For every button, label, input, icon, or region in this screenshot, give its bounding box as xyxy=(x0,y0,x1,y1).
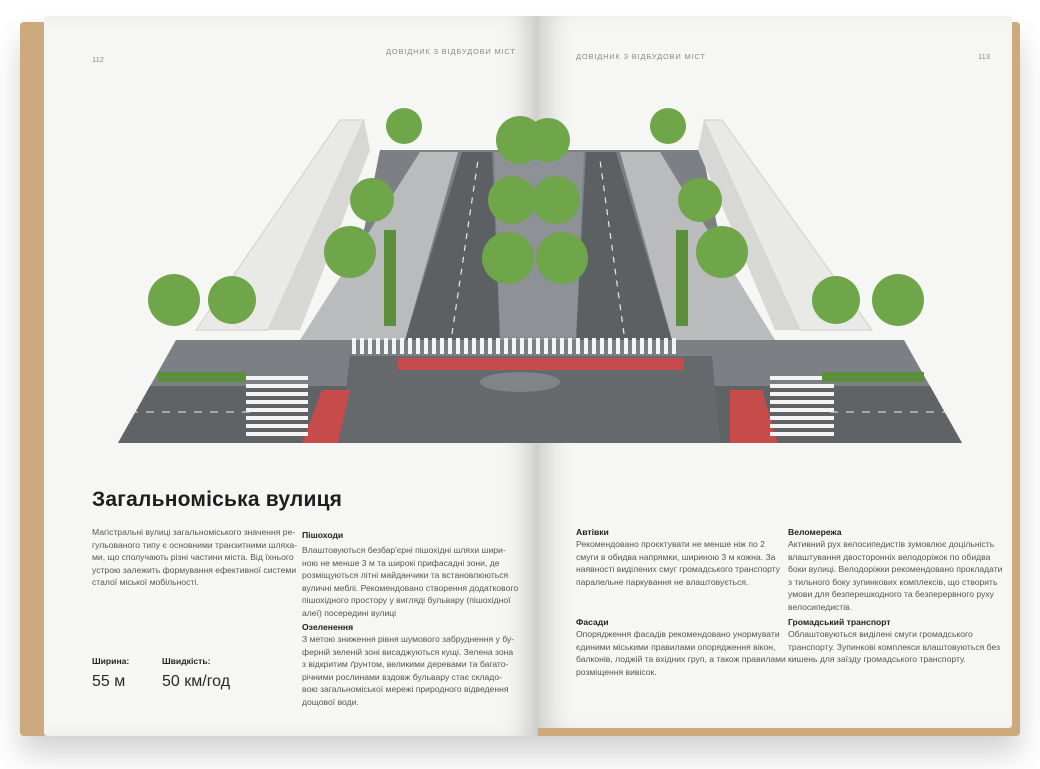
text-line: ферній зеленій зоні висаджуються кущі. Зелена зона xyxy=(302,646,514,657)
intro-line: гульованого типу є основними транзитними шляха- xyxy=(92,539,298,550)
text-line: наявності виділених смуг громадського транспорту xyxy=(576,564,781,575)
text-line: розміщення вивісок. xyxy=(576,666,657,677)
public-transport-heading: Громадський транспорт xyxy=(788,617,891,627)
text-line: кишень для заїзду громадського транспорту. xyxy=(788,654,966,665)
text-line: умови для безперешкодного та безперервного руху xyxy=(788,589,994,600)
left-page-number: 112 xyxy=(92,55,104,64)
cars-text xyxy=(576,538,780,588)
speed-label: Швидкість: xyxy=(162,656,211,666)
width-label: Ширина: xyxy=(92,656,130,666)
text-line: Активний рух велосипедистів зумовлює доцільність xyxy=(788,539,995,549)
cars-heading: Автівки xyxy=(576,527,609,537)
right-page-number: 113 xyxy=(978,52,990,61)
text-line: транспорту. Зупинкові комплекси влаштовуються без xyxy=(788,641,1001,652)
bike-network-text xyxy=(788,538,1002,614)
facades-heading: Фасади xyxy=(576,617,609,627)
width-value: 55 м xyxy=(92,673,126,690)
text-line: алеї) посередині вулиці xyxy=(302,607,397,618)
text-line: боки вулиці. Велодоріжки рекомендовано прокладати xyxy=(788,564,1003,575)
text-line: пішохідного простору у вигляді бульвару (пішохідної xyxy=(302,595,511,606)
text-line: Облаштовуються виділені смуги громадського xyxy=(788,629,973,639)
pedestrians-text xyxy=(302,544,518,620)
text-line: Влаштовуються безбар'єрні пішохідні шляхи шири- xyxy=(302,545,506,555)
text-line: вуличні меблі. Рекомендовано створення додаткового xyxy=(302,582,519,593)
facades-text xyxy=(576,628,786,678)
greening-text xyxy=(302,633,514,709)
text-line: балконів, лоджій та вхідних груп, а також правилами xyxy=(576,654,786,665)
section-title: Загальноміська вулиця xyxy=(92,488,343,511)
text-line: розміщуються літні майданчики та встановлюються xyxy=(302,570,509,581)
text-line: з відкритим ґрунтом, великими деревами та багато- xyxy=(302,659,509,670)
public-transport-text xyxy=(788,628,1000,666)
intro-line: Магістральні вулиці загальноміського значення ре- xyxy=(92,527,296,537)
text-line: паралельне паркування не влаштовується. xyxy=(576,576,749,587)
text-line: дощової води. xyxy=(302,696,359,707)
intro-line: ми, що сполучають різні частини міста. Від їхнього xyxy=(92,552,294,563)
text-line: вою загальноміської мережі природного відведення xyxy=(302,684,509,695)
text-line: З метою зниження рівня шумового забруднення у бу- xyxy=(302,634,515,644)
text-line: річними рослинами вздовж бульвару стає складо- xyxy=(302,671,502,682)
text-line: смуги в обидва напрямки, шириною 3 м кожна. За xyxy=(576,551,776,562)
running-title-left: ДОВІДНИК З ВІДБУДОВИ МІСТ xyxy=(386,47,516,56)
intro-line: сталої міської мобільності. xyxy=(92,577,199,588)
right-page xyxy=(538,16,1012,728)
running-title-right: ДОВІДНИК З ВІДБУДОВИ МІСТ xyxy=(576,52,706,61)
text-line: Рекомендовано проєктувати не менше ніж по 2 xyxy=(576,539,765,549)
intro-paragraph xyxy=(92,526,297,589)
text-line: влаштування двосторонніх велодоріжок по обидва xyxy=(788,551,991,562)
text-line: ною не менше 3 м та широкі прифасадні зони, де xyxy=(302,557,500,568)
text-line: велосипедистів. xyxy=(788,601,853,612)
intro-line: устрою залежить формування ефективної системи xyxy=(92,564,297,575)
text-line: Опорядження фасадів рекомендовано унормувати xyxy=(576,629,780,639)
greening-heading: Озеленення xyxy=(302,622,354,632)
text-line: з тильного боку зупинкових комплексів, що створить xyxy=(788,576,998,587)
pedestrians-heading: Пішоходи xyxy=(302,530,344,540)
bike-network-heading: Веломережа xyxy=(788,527,842,537)
speed-value: 50 км/год xyxy=(162,673,231,690)
left-page xyxy=(44,16,538,736)
text-line: єдиними міськими правилами опорядження вікон, xyxy=(576,641,776,652)
